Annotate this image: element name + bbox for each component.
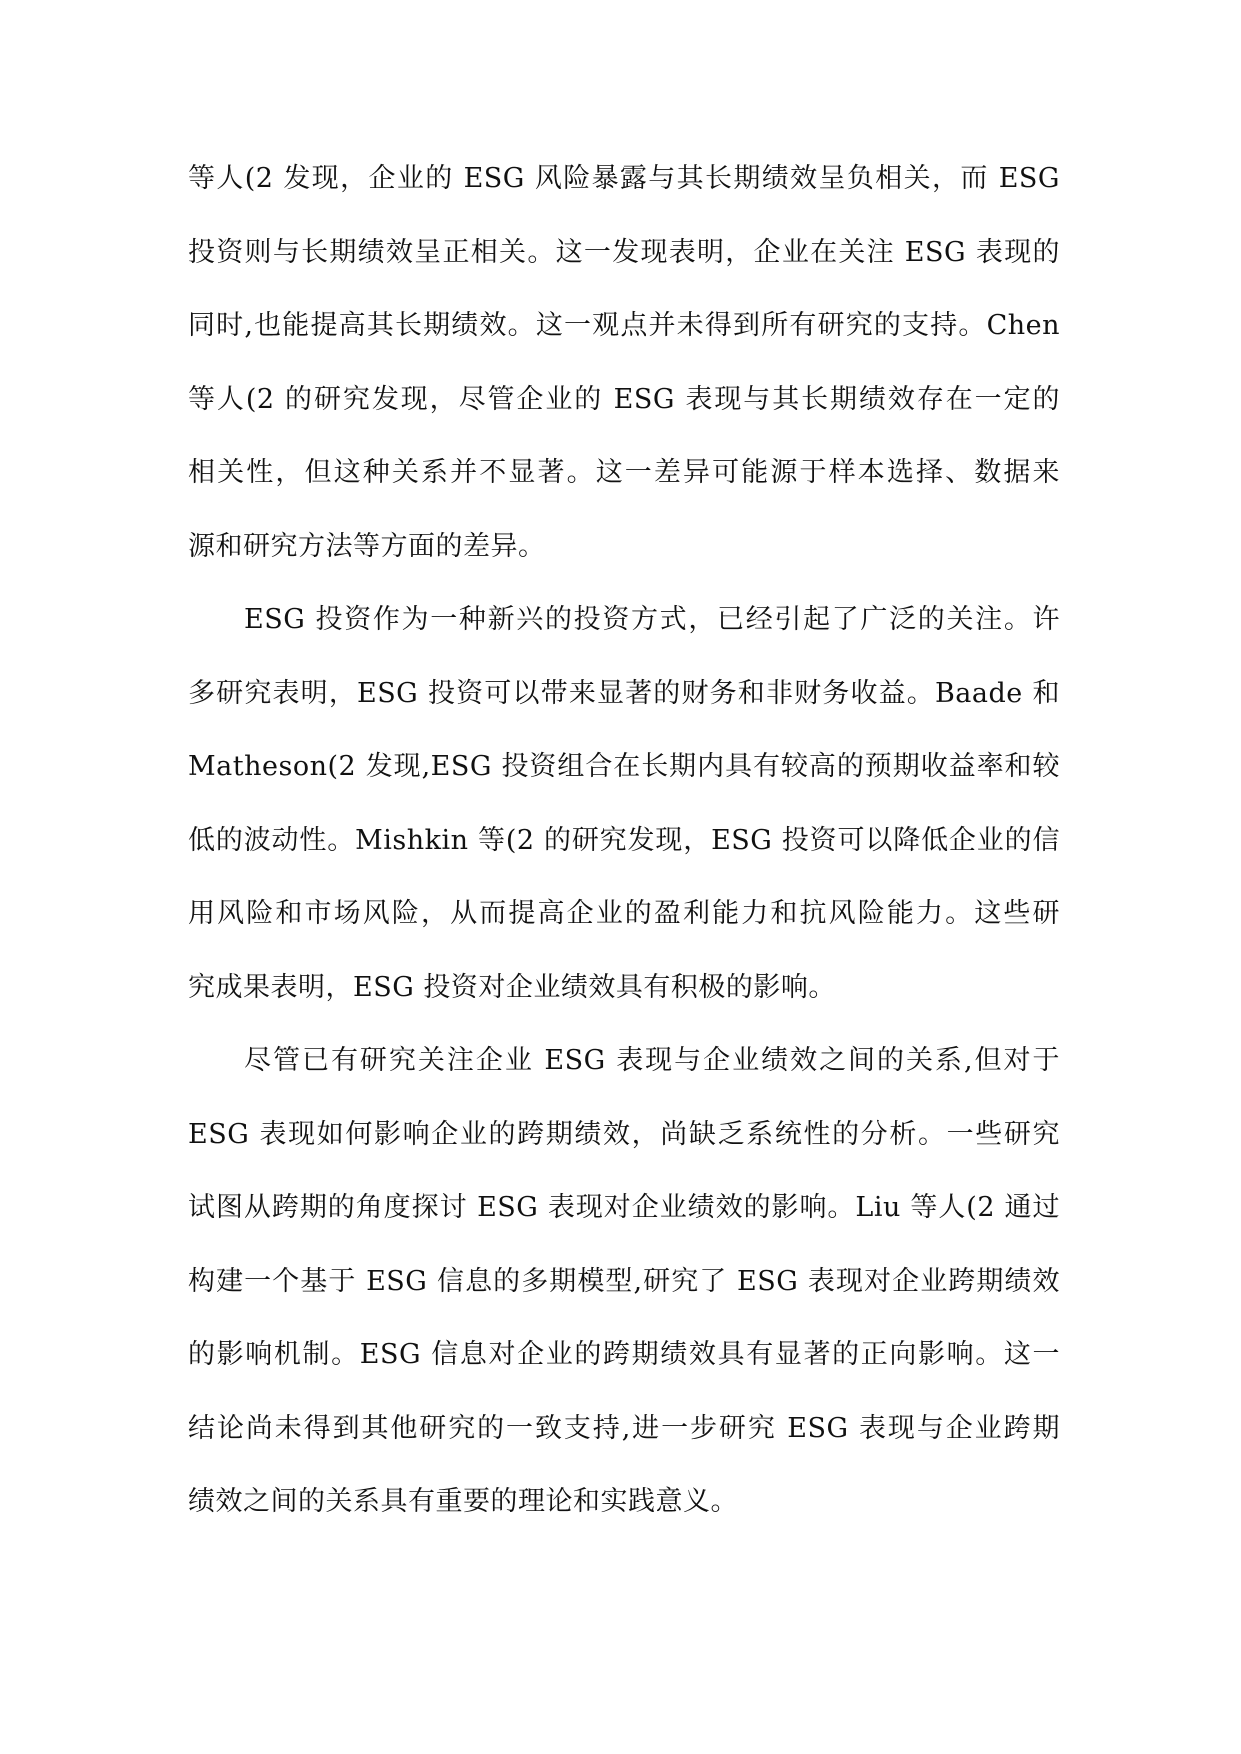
paragraph-line: 结论尚未得到其他研究的一致支持,进一步研究 ESG 表现与企业跨期 bbox=[188, 1412, 1060, 1444]
paragraph-line: 等人(2 的研究发现，尽管企业的 ESG 表现与其长期绩效存在一定的 bbox=[188, 383, 1060, 415]
paragraph-line: 低的波动性。Mishkin 等(2 的研究发现，ESG 投资可以降低企业的信 bbox=[188, 824, 1060, 856]
paragraph-line: 绩效之间的关系具有重要的理论和实践意义。 bbox=[188, 1486, 738, 1517]
paragraph-line: ESG 投资作为一种新兴的投资方式，已经引起了广泛的关注。许 bbox=[244, 604, 1060, 635]
paragraph-3 bbox=[188, 1024, 1060, 1539]
paragraph-line: 用风险和市场风险，从而提高企业的盈利能力和抗风险能力。这些研 bbox=[188, 898, 1060, 929]
paragraph-line: 同时,也能提高其长期绩效。这一观点并未得到所有研究的支持。Chen bbox=[188, 310, 1060, 341]
paragraph-line: 投资则与长期绩效呈正相关。这一发现表明，企业在关注 ESG 表现的 bbox=[188, 236, 1060, 268]
paragraph-line: Matheson(2 发现,ESG 投资组合在长期内具有较高的预期收益率和较 bbox=[188, 751, 1060, 782]
paragraph-line: 相关性，但这种关系并不显著。这一差异可能源于样本选择、数据来 bbox=[188, 457, 1060, 488]
paragraph-line: 究成果表明，ESG 投资对企业绩效具有积极的影响。 bbox=[188, 971, 836, 1003]
paragraph-line: ESG 表现如何影响企业的跨期绩效，尚缺乏系统性的分析。一些研究 bbox=[188, 1118, 1060, 1150]
paragraph-line: 尽管已有研究关注企业 ESG 表现与企业绩效之间的关系,但对于 bbox=[244, 1045, 1060, 1076]
paragraph-line: 等人(2 发现，企业的 ESG 风险暴露与其长期绩效呈负相关，而 ESG bbox=[188, 163, 1060, 194]
document-body bbox=[188, 142, 1060, 1539]
paragraph-2 bbox=[188, 583, 1060, 1024]
paragraph-line: 构建一个基于 ESG 信息的多期模型,研究了 ESG 表现对企业跨期绩效 bbox=[188, 1265, 1060, 1297]
paragraph-1 bbox=[188, 142, 1060, 583]
paragraph-line: 试图从跨期的角度探讨 ESG 表现对企业绩效的影响。Liu 等人(2 通过 bbox=[188, 1192, 1060, 1223]
paragraph-line: 的影响机制。ESG 信息对企业的跨期绩效具有显著的正向影响。这一 bbox=[188, 1339, 1060, 1370]
paragraph-line: 源和研究方法等方面的差异。 bbox=[188, 530, 546, 562]
paragraph-line: 多研究表明，ESG 投资可以带来显著的财务和非财务收益。Baade 和 bbox=[188, 677, 1060, 709]
